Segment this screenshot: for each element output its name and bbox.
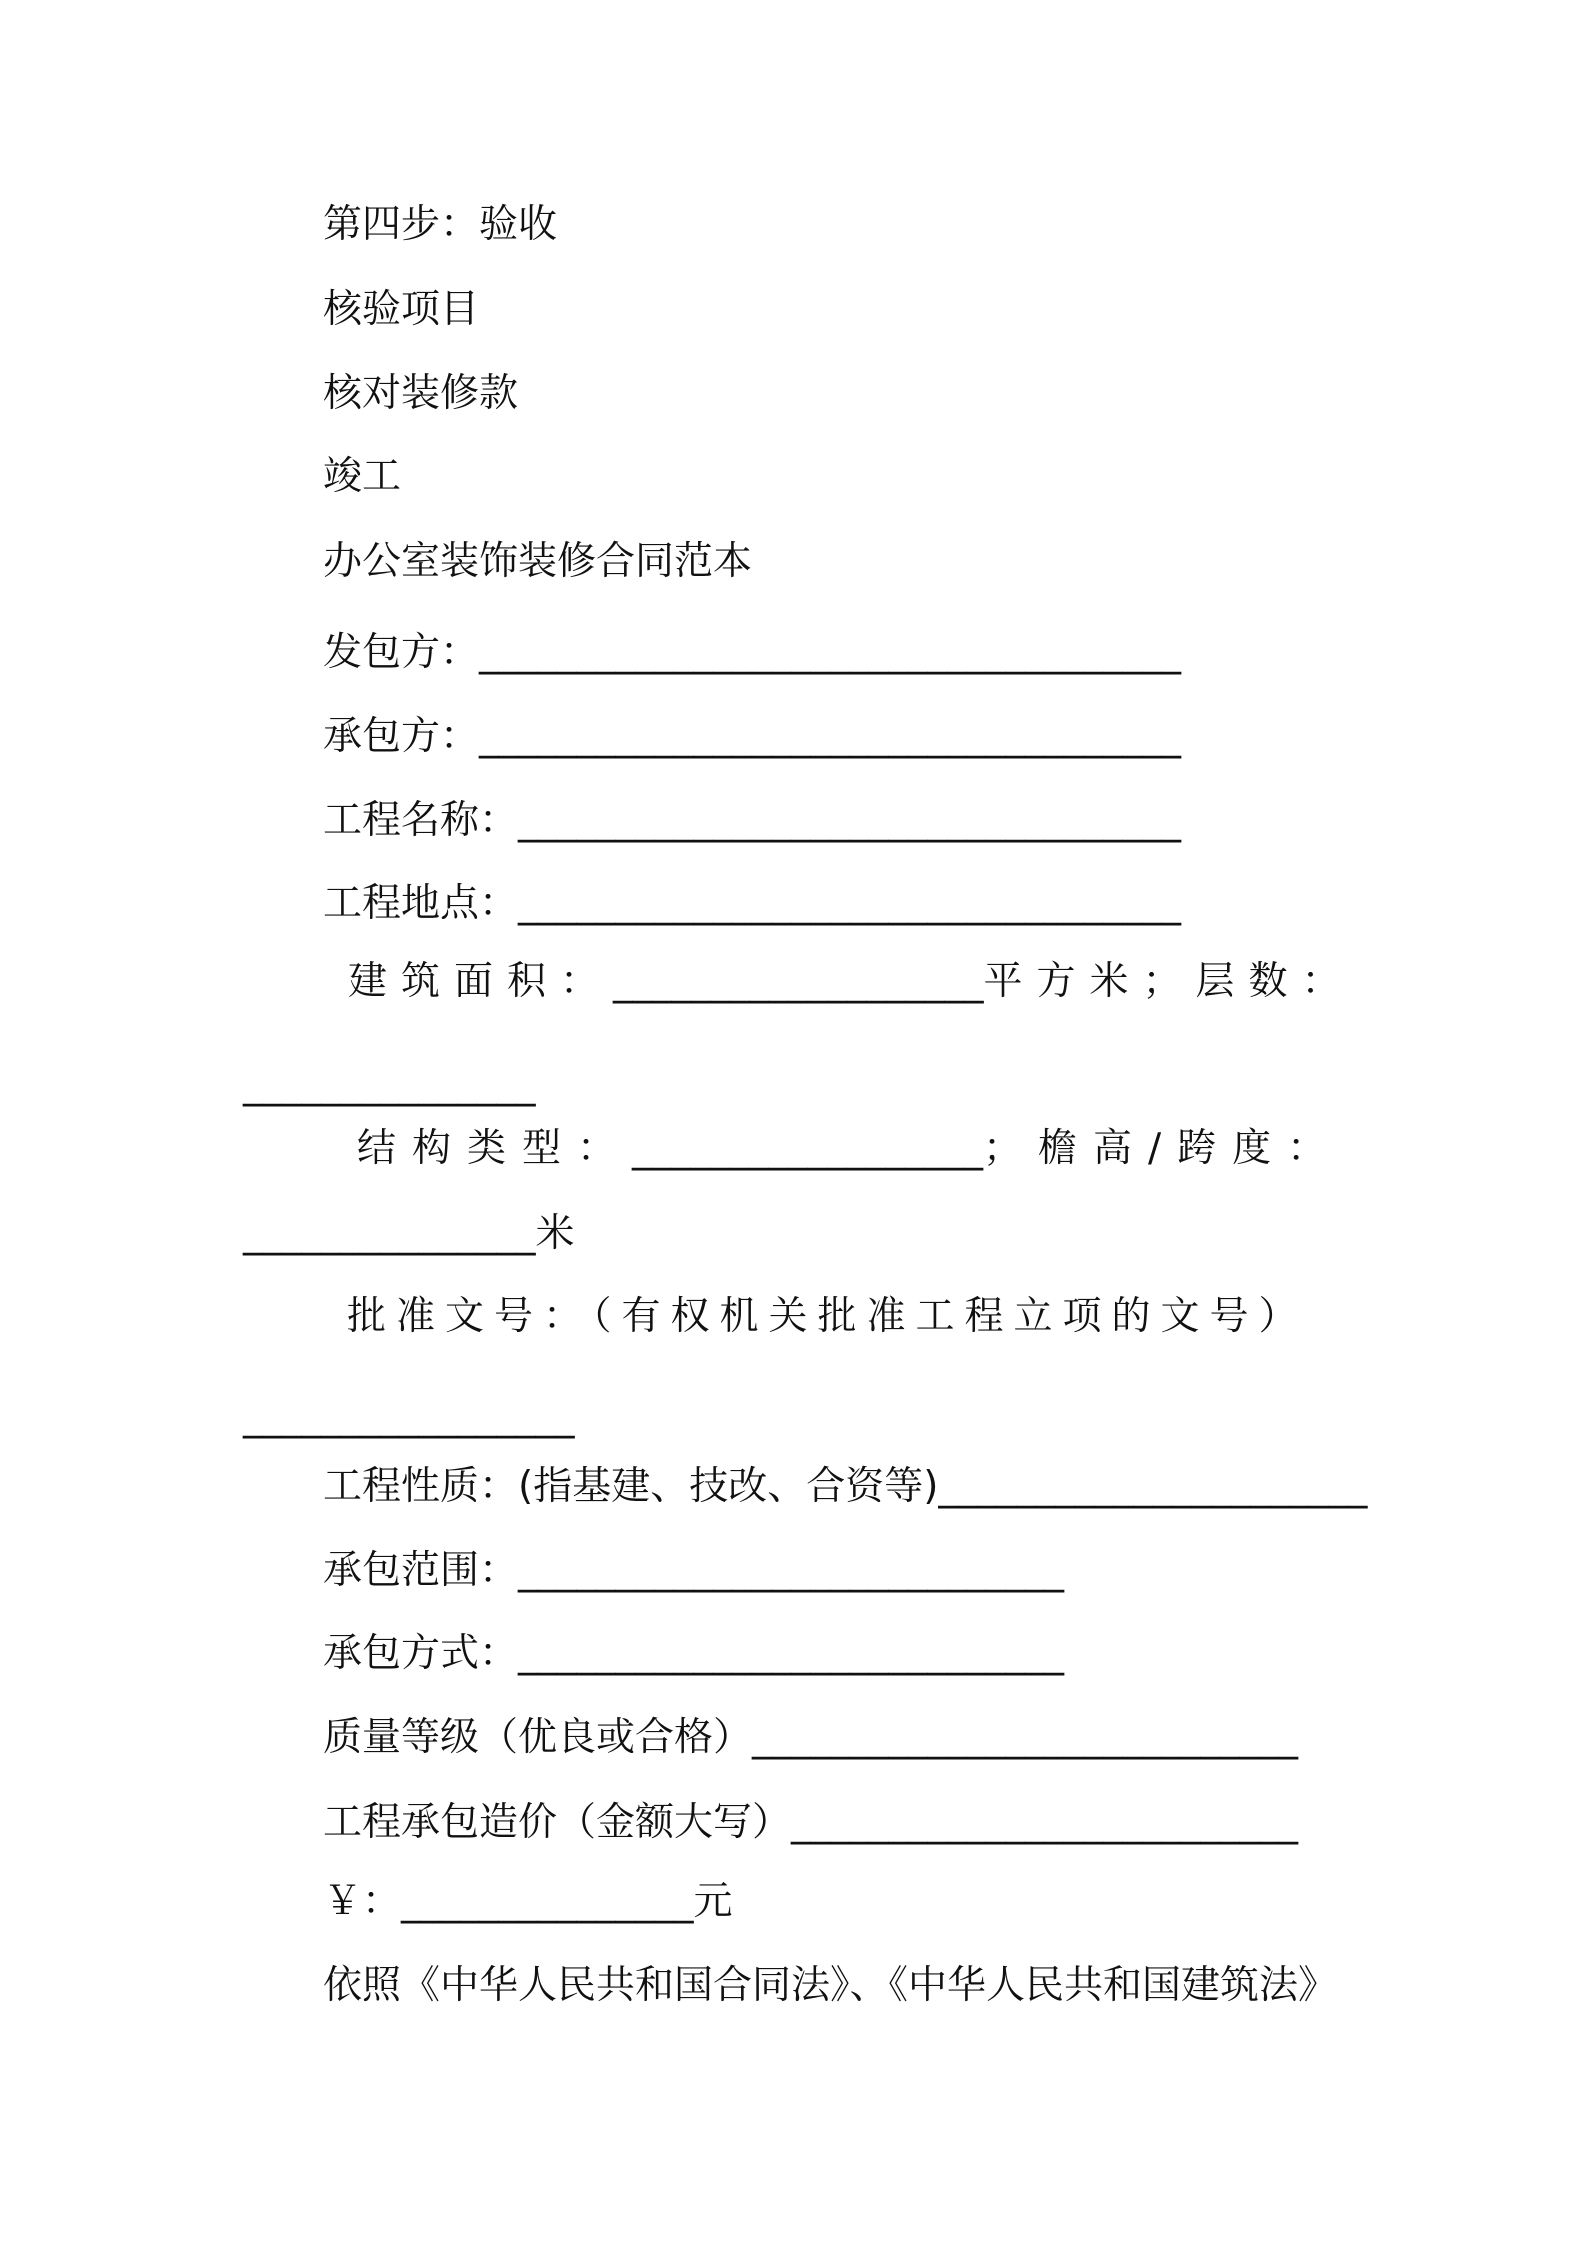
eave-height-span-label: ；檐高/跨度： [983,1126,1343,1171]
floors-blank: _______________ [243,1062,536,1107]
field-scope: 承包范围：____________________________ [323,1548,1065,1593]
area-unit-floors-label: 平方米；层数： [983,959,1355,1004]
structure-type-label: 结构类型： [357,1126,633,1171]
item-verify-project: 核验项目 [323,287,480,332]
field-contract-price: 工程承包造价（金额大写）__________________________ [323,1800,1299,1845]
building-area-blank: ___________________ [613,959,984,1004]
item-completion: 竣工 [323,454,402,499]
field-structure-type [357,1123,1342,1175]
field-project-name: 工程名称：__________________________________ [323,798,1182,843]
item-check-payment: 核对装修款 [323,371,519,416]
step-heading: 第四步：验收 [323,202,558,247]
legal-basis-text: 依照《中华人民共和国合同法》、《中华人民共和国建筑法》 [323,1963,1338,2008]
field-project-nature: 工程性质：(指基建、技改、合资等)______________________ [323,1464,1368,1509]
field-employer: 发包方：____________________________________ [323,630,1182,675]
field-approval-number: 批准文号：（有权机关批准工程立项的文号） [347,1294,1308,1339]
building-area-label: 建筑面积： [348,959,614,1004]
field-quality-grade: 质量等级（优良或合格）____________________________ [323,1715,1299,1760]
field-price-yuan: ￥：_______________元 [323,1879,733,1924]
structure-type-blank: __________________ [632,1126,984,1171]
field-project-location: 工程地点：__________________________________ [323,881,1182,926]
field-building-area [348,956,1355,1008]
field-contract-method: 承包方式：____________________________ [323,1631,1065,1676]
approval-number-blank: _________________ [243,1394,575,1439]
contract-title: 办公室装饰装修合同范本 [323,539,753,584]
field-contractor: 承包方：____________________________________ [323,714,1182,759]
eave-height-blank: _______________米 [243,1211,575,1256]
